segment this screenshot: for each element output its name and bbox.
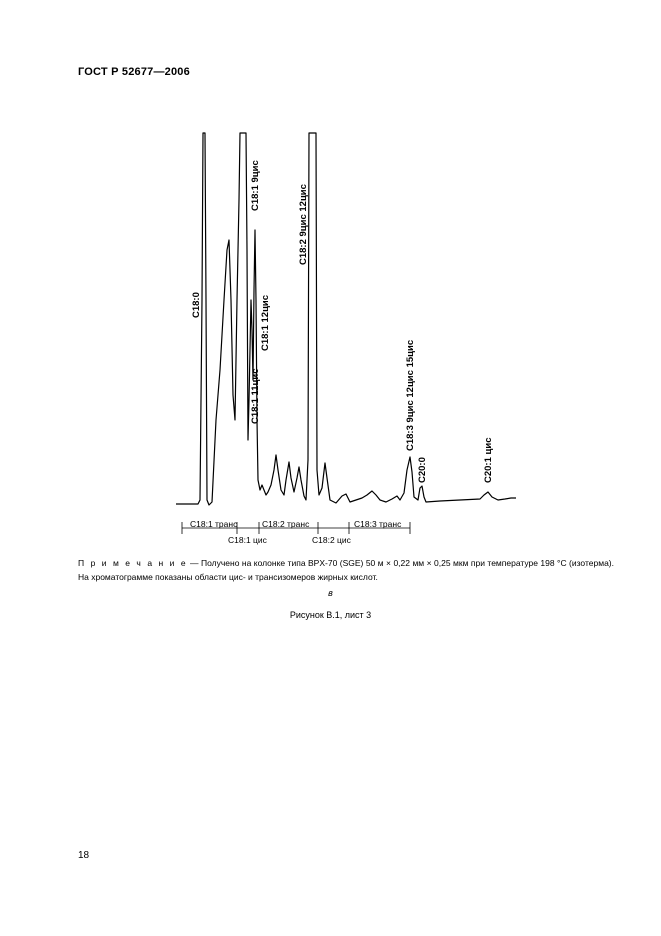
region-label-c18-2-trans: C18:2 транс [262,519,310,529]
peak-label-c18-1-9cis: C18:1 9цис [250,160,261,211]
region-label-c18-3-trans: C18:3 транс [354,519,402,529]
peak-label-c18-1-12cis: C18:1 12цис [260,294,271,351]
region-label-c18-1-cis: C18:1 цис [228,535,267,545]
peak-label-c18-2-9cis-12cis: C18:2 9цис 12цис [298,184,309,265]
note-lead: П р и м е ч а н и е [78,558,188,568]
note-text: — Получено на колонке типа BPX-70 (SGE) 50 м × 0,22 мм × 0,25 мкм при температуре 198 °C (изотерма). На хроматограмме показаны области цис- и трансизомеров жирных кислот. [78,558,614,582]
peak-label-c18-1-11cis: C18:1 11цис [250,368,261,424]
region-label-c18-2-cis: C18:2 цис [312,535,351,545]
document-header: ГОСТ Р 52677—2006 [78,66,190,78]
chromatogram-trace [176,133,516,505]
panel-letter: в [328,588,333,598]
region-label-c18-1-trans: C18:1 транс [190,519,238,529]
figure-caption: Рисунок В.1, лист 3 [289,610,372,620]
peak-label-c18-0: C18:0 [191,292,202,318]
figure-note [78,556,614,584]
peak-label-c18-3: C18:3 9цис 12цис 15цис [405,339,416,451]
peak-label-c20-1-cis: C20:1 цис [483,437,494,483]
page-number: 18 [78,850,90,861]
peak-label-c20-0: C20:0 [417,457,428,483]
